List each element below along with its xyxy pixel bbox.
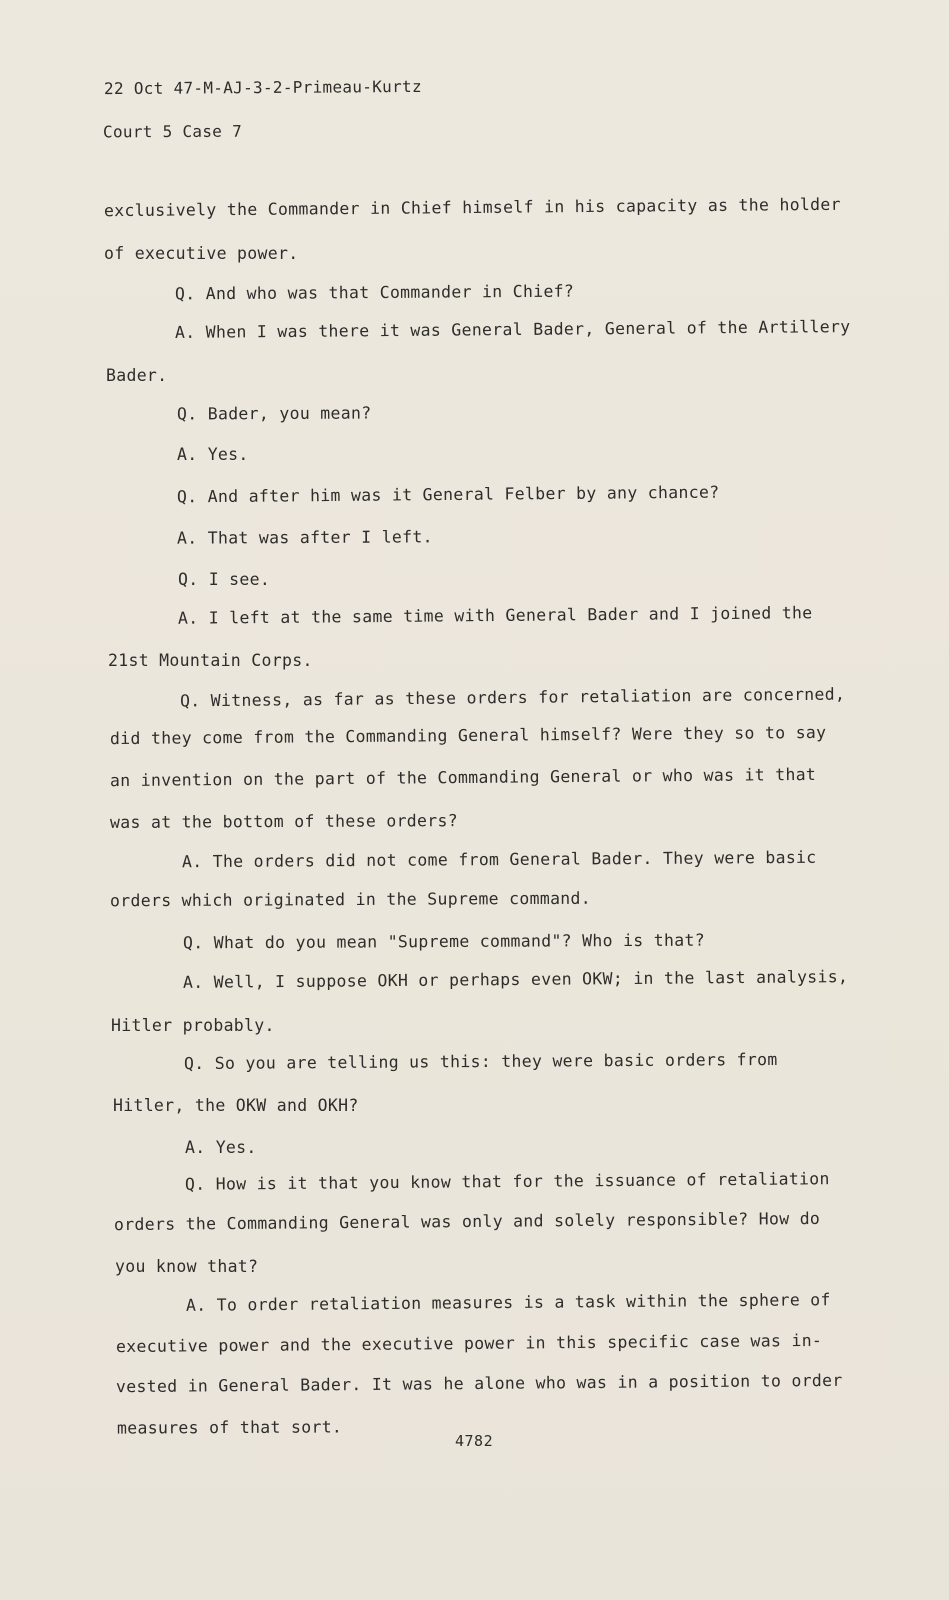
body-line-7: A. Yes. xyxy=(177,445,249,464)
body-line-28: A. To order retaliation measures is a task within the sphere of xyxy=(185,1290,831,1315)
body-line-2: of executive power. xyxy=(104,244,299,263)
body-line-12: 21st Mountain Corps. xyxy=(108,651,313,670)
body-line-20: A. Well, I suppose OKH or perhaps even OKW; in the last analysis, xyxy=(182,967,849,992)
body-line-14: did they come from the Commanding General himself? Were they so to say xyxy=(109,722,827,749)
body-line-15: an invention on the part of the Commanding General or who was it that xyxy=(109,764,817,791)
body-line-17: A. The orders did not come from General Bader. They were basic xyxy=(181,847,817,872)
body-line-26: orders the Commanding General was only and solely responsible? How do xyxy=(113,1208,821,1235)
body-line-1: exclusively the Commander in Chief himself in his capacity as the holder xyxy=(103,194,841,221)
body-line-10: Q. I see. xyxy=(178,570,271,589)
body-line-3: Q. And who was that Commander in Chief? xyxy=(174,281,575,304)
body-line-11: A. I left at the same time with General Bader and I joined the xyxy=(177,603,813,628)
body-line-25: Q. How is it that you know that for the issuance of retaliation xyxy=(184,1169,830,1194)
body-line-21: Hitler probably. xyxy=(111,1016,275,1035)
body-line-18: orders which originated in the Supreme command. xyxy=(109,888,592,911)
page-number: 4782 xyxy=(455,1432,494,1450)
body-line-29: executive power and the executive power in this specific case was in- xyxy=(115,1330,823,1357)
body-line-5: Bader. xyxy=(106,366,168,385)
body-line-31: measures of that sort. xyxy=(116,1417,343,1438)
body-line-13: Q. Witness, as far as these orders for retaliation are concerned, xyxy=(179,684,846,711)
header-line-1: 22 Oct 47-M-AJ-3-2-Primeau-Kurtz xyxy=(103,76,422,99)
body-line-19: Q. What do you mean "Supreme command"? Who is that? xyxy=(182,930,705,953)
body-line-16: was at the bottom of these orders? xyxy=(109,811,458,832)
body-line-27: you know that? xyxy=(115,1257,259,1276)
body-line-30: vested in General Bader. It was he alone who was in a position to order xyxy=(115,1370,843,1397)
body-line-9: A. That was after I left. xyxy=(176,527,433,548)
body-line-22: Q. So you are telling us this: they were basic orders from xyxy=(183,1049,778,1074)
body-line-8: Q. And after him was it General Felber by any chance? xyxy=(176,482,720,507)
body-line-4: A. When I was there it was General Bader, General of the Artillery xyxy=(174,317,851,342)
body-line-23: Hitler, the OKW and OKH? xyxy=(113,1096,359,1115)
body-line-24: A. Yes. xyxy=(185,1138,257,1157)
header-line-2: Court 5 Case 7 xyxy=(102,121,243,142)
body-line-6: Q. Bader, you mean? xyxy=(176,403,372,424)
